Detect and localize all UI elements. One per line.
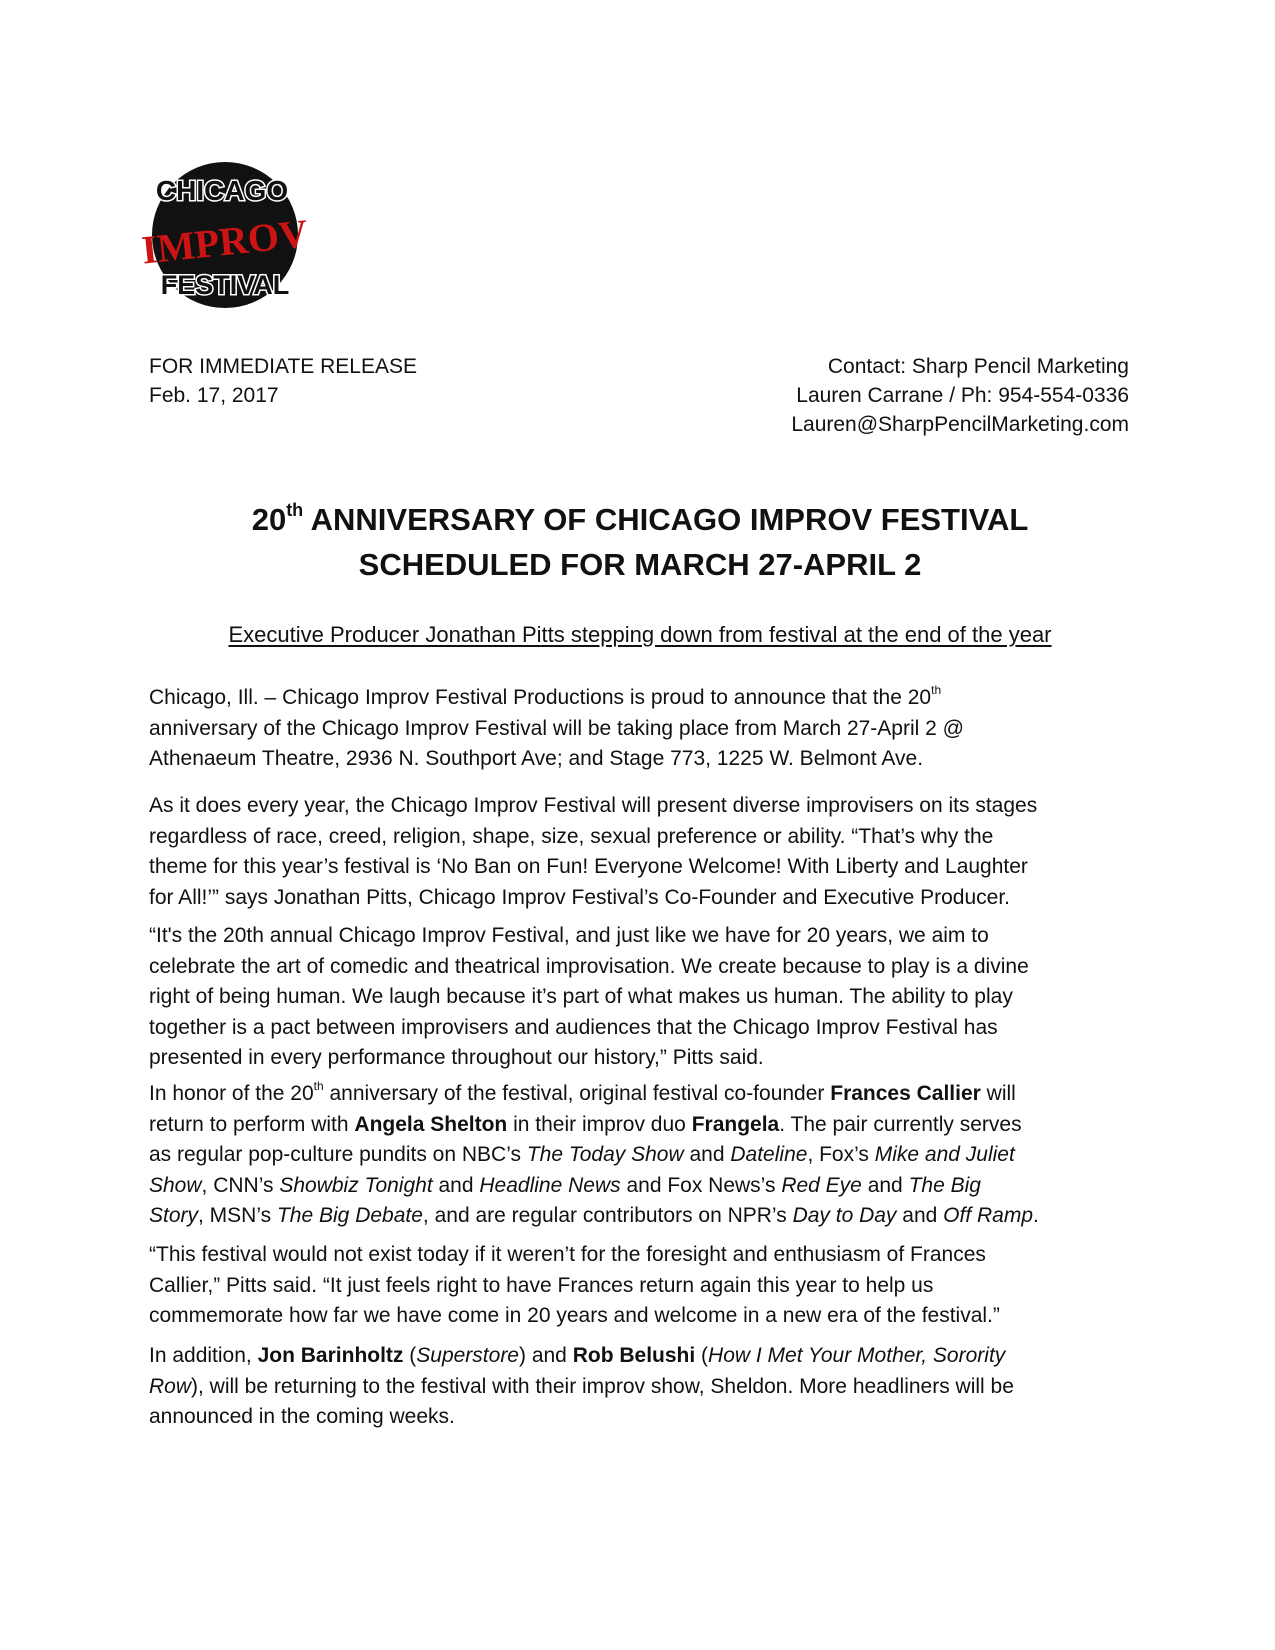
logo-graphic (139, 160, 310, 310)
text-line (149, 683, 1139, 714)
text-span: anniversary of the festival, original festival co-founder (323, 1082, 831, 1105)
italic-title: Off Ramp (943, 1204, 1034, 1227)
bold-name: Jon Barinholtz (257, 1344, 404, 1367)
italic-title: The Today Show (526, 1143, 684, 1166)
release-label: FOR IMMEDIATE RELEASE (149, 355, 417, 378)
italic-title: Headline News (479, 1173, 621, 1197)
text-line: announced in the coming weeks. (149, 1405, 455, 1428)
text-line: for All!’” says Jonathan Pitts, Chicago Improv Festival’s Co-Founder and Executive Producer. (149, 885, 1011, 909)
italic-title: Show (149, 1173, 202, 1197)
text-line: As it does every year, the Chicago Improv Festival will present diverse improvisers on its stages (149, 794, 1038, 817)
release-info (149, 352, 417, 410)
text-span: . The pair currently serves (779, 1112, 1022, 1136)
italic-title: Mike and Juliet (874, 1143, 1015, 1166)
text-line: anniversary of the Chicago Improv Festival will be taking place from March 27-April 2 @ (149, 716, 964, 740)
text-span: in their improv duo (507, 1112, 692, 1136)
headline-ordinal-suffix: th (286, 500, 304, 520)
text-span: will (980, 1082, 1016, 1105)
contact-info (791, 352, 1129, 439)
ordinal-suffix: th (313, 1079, 324, 1093)
paragraph-announcement (149, 683, 1139, 775)
text-line: theme for this year’s festival is ‘No Ban on Fun! Everyone Welcome! With Liberty and Laughter (149, 855, 1028, 878)
text-span: and Fox News’s (620, 1173, 782, 1197)
subheadline: Executive Producer Jonathan Pitts stepping down from festival at the end of the year (228, 622, 1052, 647)
contact-email[interactable]: Lauren@SharpPencilMarketing.com (791, 413, 1129, 436)
headline-line-2: SCHEDULED FOR MARCH 27-APRIL 2 (358, 547, 922, 582)
headline (120, 497, 1160, 587)
italic-title: How I Met Your Mother, Sorority (708, 1344, 1006, 1367)
text-span: In honor of the 20 (149, 1082, 314, 1105)
text-line: “This festival would not exist today if it weren’t for the foresight and enthusiasm of Frances (149, 1243, 986, 1266)
bold-name: Rob Belushi (572, 1344, 696, 1367)
text-span: . (1033, 1204, 1039, 1227)
italic-title: Red Eye (781, 1173, 862, 1197)
text-span: , and are regular contributors on NPR’s (422, 1204, 793, 1227)
text-line (149, 1110, 1139, 1141)
text-line (149, 1171, 1139, 1202)
text-line: celebrate the art of comedic and theatrical improvisation. We create because to play is a divine (149, 954, 1029, 978)
text-span: and (432, 1173, 480, 1197)
italic-title: The Big Debate (276, 1204, 423, 1227)
italic-title: Day to Day (792, 1204, 897, 1227)
text-line (149, 1372, 1139, 1403)
chicago-improv-festival-logo (139, 160, 310, 310)
text-line (149, 1079, 1139, 1110)
release-date: Feb. 17, 2017 (149, 384, 279, 407)
text-span: and (683, 1143, 731, 1166)
text-line (149, 1341, 1139, 1372)
text-span: ), will be returning to the festival with their improv show, Sheldon. More headliners will be (191, 1374, 1014, 1398)
logo-text-improv: IMPROV (139, 210, 310, 273)
ordinal-suffix: th (931, 683, 942, 697)
italic-title: Dateline (730, 1143, 808, 1166)
text-span: and (861, 1173, 909, 1197)
italic-title: Showbiz Tonight (279, 1173, 433, 1197)
text-line (149, 1140, 1139, 1171)
italic-title: Superstore (416, 1344, 519, 1367)
bold-name: Angela Shelton (354, 1112, 508, 1136)
text-span: , MSN’s (198, 1204, 277, 1227)
text-span: , CNN’s (201, 1173, 280, 1197)
contact-person: Lauren Carrane / Ph: 954-554-0336 (796, 384, 1129, 407)
text-line: Callier,” Pitts said. “It just feels right to have Frances return again this year to help us (149, 1273, 934, 1297)
headline-line-1-text: ANNIVERSARY OF CHICAGO IMPROV FESTIVAL (303, 502, 1029, 537)
text-line (149, 1201, 1139, 1232)
text-line: together is a pact between improvisers and audiences that the Chicago Improv Festival has (149, 1015, 998, 1039)
contact-company: Contact: Sharp Pencil Marketing (827, 355, 1129, 378)
text-span: and (896, 1204, 944, 1227)
logo-text-festival: FESTIVAL (160, 270, 290, 300)
text-line: presented in every performance throughout our history,” Pitts said. (149, 1046, 764, 1069)
text-span: Chicago, Ill. – Chicago Improv Festival Productions is proud to announce that the 20 (149, 686, 932, 709)
paragraph-quote-pitts (149, 921, 1139, 1074)
bold-name: Frangela (691, 1112, 780, 1136)
paragraph-theme (149, 791, 1139, 913)
paragraph-frangela (149, 1079, 1139, 1232)
headline-number: 20 (251, 502, 287, 537)
text-line: commemorate how far we have come in 20 years and welcome in a new era of the festival.” (149, 1304, 1000, 1327)
bold-name: Frances Callier (830, 1082, 981, 1105)
paragraph-quote-callier (149, 1240, 1139, 1332)
headline-line-1 (120, 497, 1160, 542)
logo-text-chicago: CHICAGO (155, 175, 289, 206)
paragraph-headliners (149, 1341, 1139, 1433)
text-span: ( (403, 1344, 417, 1367)
text-line: “It's the 20th annual Chicago Improv Festival, and just like we have for 20 years, we aim to (149, 924, 989, 947)
text-line: regardless of race, creed, religion, shape, size, sexual preference or ability. “That’s why the (149, 824, 994, 848)
text-line: Athenaeum Theatre, 2936 N. Southport Ave; and Stage 773, 1225 W. Belmont Ave. (149, 747, 924, 770)
text-span: as regular pop-culture pundits on NBC’s (149, 1143, 527, 1166)
text-span: return to perform with (149, 1112, 355, 1136)
text-span: , Fox’s (807, 1143, 875, 1166)
text-span: ) and (519, 1344, 573, 1367)
text-span: In addition, (149, 1344, 258, 1367)
italic-title: Story (149, 1204, 199, 1227)
text-line: right of being human. We laugh because it’s part of what makes us human. The ability to play (149, 985, 1013, 1008)
italic-title: Row (149, 1374, 192, 1398)
italic-title: The Big (908, 1173, 981, 1197)
text-span: ( (695, 1344, 709, 1367)
